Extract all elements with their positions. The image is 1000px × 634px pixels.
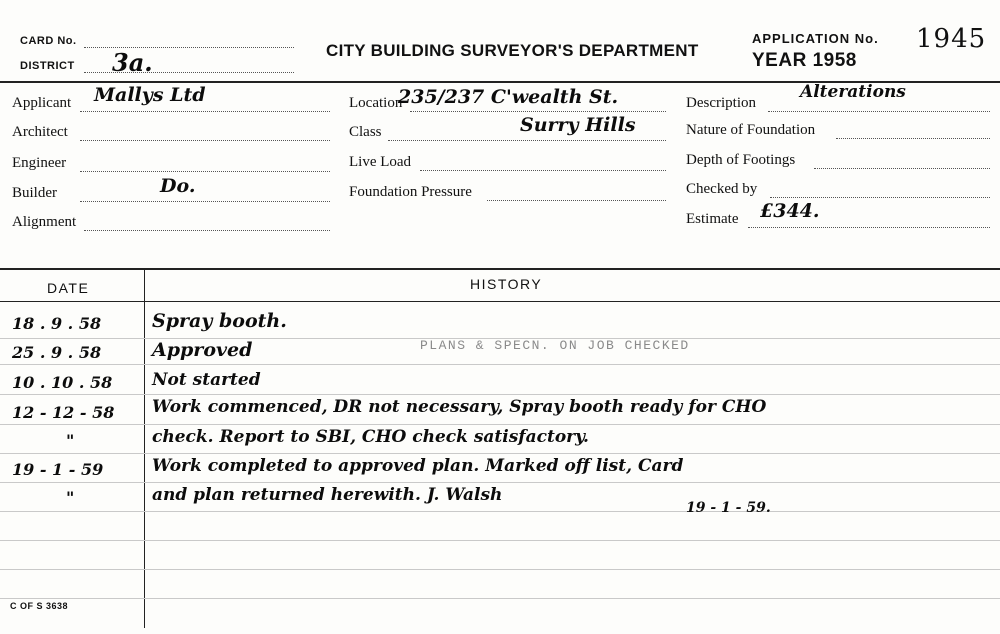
estimate-value: £344. (760, 200, 820, 222)
entry-date: " (66, 488, 75, 507)
class-label: Class (349, 124, 382, 140)
entry-text: Approved (152, 339, 253, 361)
description-line (768, 111, 990, 112)
class-value: Surry Hills (520, 114, 636, 136)
class-line (388, 140, 666, 141)
builder-value: Do. (160, 175, 196, 197)
card-no-label: CARD No. (20, 35, 77, 47)
depth-footings-label: Depth of Footings (686, 152, 796, 168)
entry-date: 18 . 9 . 58 (12, 314, 102, 333)
entry-date: 10 . 10 . 58 (12, 373, 113, 392)
history-line (0, 453, 1000, 454)
plans-checked-stamp: PLANS & SPECN. ON JOB CHECKED (420, 338, 690, 353)
entry-date: 19 - 1 - 59 (12, 460, 104, 479)
depth-footings-line (814, 168, 990, 169)
entry-text: and plan returned herewith. J. Walsh (152, 485, 503, 505)
nature-foundation-label: Nature of Foundation (686, 122, 816, 138)
history-top-rule (0, 268, 1000, 270)
department-title: CITY BUILDING SURVEYOR'S DEPARTMENT (326, 41, 699, 60)
district-label: DISTRICT (20, 60, 75, 72)
application-number: 1945 (916, 24, 987, 54)
date-column-divider (144, 270, 145, 628)
estimate-line (748, 227, 990, 228)
history-header-rule (0, 301, 1000, 302)
entry-text: Spray booth. (152, 310, 287, 332)
foundation-pressure-label: Foundation Pressure (349, 184, 472, 200)
entry-date: " (66, 431, 75, 450)
builder-line (80, 201, 330, 202)
form-code: C OF S 3638 (10, 601, 69, 611)
builder-label: Builder (12, 185, 57, 201)
applicant-value: Mallys Ltd (94, 84, 206, 106)
live-load-label: Live Load (349, 154, 412, 170)
entry-text: check. Report to SBI, CHO check satisfactory. (152, 427, 589, 447)
entry-text: Work commenced, DR not necessary, Spray booth ready for CHO (152, 397, 767, 417)
location-label: Location (349, 95, 403, 111)
history-line (0, 598, 1000, 599)
engineer-label: Engineer (12, 155, 67, 171)
date-column-header: DATE (47, 280, 90, 296)
description-label: Description (686, 95, 756, 111)
engineer-line (80, 171, 330, 172)
entry-date: 25 . 9 . 58 (12, 343, 102, 362)
entry-text: Work completed to approved plan. Marked off list, Card (152, 456, 684, 476)
application-no-label: APPLICATION No. (752, 31, 879, 46)
checked-by-label: Checked by (686, 181, 758, 197)
signature-date: 19 - 1 - 59. (686, 500, 771, 516)
history-line (0, 364, 1000, 365)
history-line (0, 482, 1000, 483)
alignment-label: Alignment (12, 214, 77, 230)
estimate-label: Estimate (686, 211, 739, 227)
alignment-line (84, 230, 330, 231)
foundation-pressure-line (487, 200, 666, 201)
district-value: 3a. (112, 48, 153, 77)
history-line (0, 569, 1000, 570)
history-line (0, 424, 1000, 425)
architect-label: Architect (12, 124, 68, 140)
architect-line (80, 140, 330, 141)
nature-foundation-line (836, 138, 990, 139)
checked-by-line (770, 197, 990, 198)
applicant-line (80, 111, 330, 112)
entry-text: Not started (152, 370, 261, 390)
history-line (0, 511, 1000, 512)
history-line (0, 394, 1000, 395)
year-label: YEAR 1958 (752, 50, 857, 71)
location-value: 235/237 C'wealth St. (398, 86, 619, 108)
history-line (0, 540, 1000, 541)
applicant-label: Applicant (12, 95, 72, 111)
entry-date: 12 - 12 - 58 (12, 403, 115, 422)
location-line (410, 111, 666, 112)
live-load-line (420, 170, 666, 171)
description-value: Alterations (800, 82, 906, 102)
history-column-header: HISTORY (470, 276, 543, 292)
